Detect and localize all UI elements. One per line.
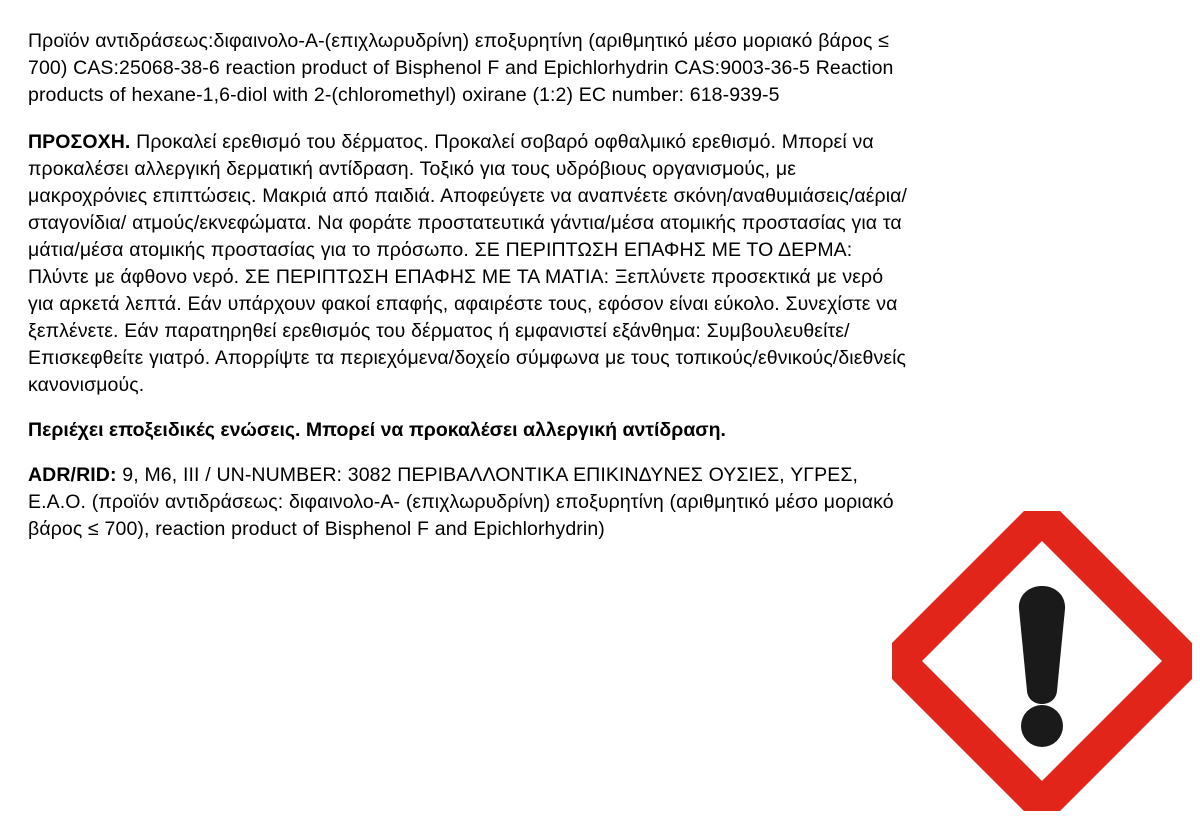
exclamation-mark-icon: [892, 511, 1192, 811]
hazard-statements-text: Προκαλεί ερεθισμό του δέρματος. Προκαλεί σοβαρό οφθαλμικό ερεθισμό. Μπορεί να προκαλέσει αλλεργική δερματική αντίδραση. Τοξικό για τους υδρόβιους οργανισμούς, με μακροχρόνιες επιπτώσεις. Μακριά από παιδιά. Αποφεύγετε να αναπνέετε σκόνη/αναθυμιάσεις/αέρια/σταγονίδια/ ατμούς/εκνεφώματα. Να φοράτε προστατευτικά γάντια/μέσα ατομικής προστασίας για τα μάτια/μέσα ατομικής προστασίας για το πρόσωπο. ΣΕ ΠΕΡΙΠΤΩΣΗ ΕΠΑΦΗΣ ΜΕ ΤΟ ΔΕΡΜΑ: Πλύντε με άφθονο νερό. ΣΕ ΠΕΡΙΠΤΩΣΗ ΕΠΑΦΗΣ ΜΕ ΤΑ ΜΑΤΙΑ: Ξεπλύνετε προσεκτικά με νερό για αρκετά λεπτά. Εάν υπάρχουν φακοί επαφής, αφαιρέστε τους, εφόσον είναι εύκολο. Συνεχίστε να ξεπλένετε. Εάν παρατηρηθεί ερεθισμός του δέρματος ή εμφανιστεί εξάνθημα: Συμβουλευθείτε/Επισκεφθείτε γιατρό. Απορρίψτε τα περιεχόμενα/δοχείο σύμφωνα με τους τοπικούς/εθνικούς/διεθνείς κανονισμούς.: [28, 131, 908, 396]
hazard-statements-paragraph: [28, 129, 908, 399]
transport-information-paragraph: [28, 462, 908, 543]
product-identification-paragraph: Προϊόν αντιδράσεως:διφαινολο-Α-(επιχλωρυδρίνη) εποξυρητίνη (αριθμητικό μέσο μοριακό βάρος ≤ 700) CAS:25068-38-6 reaction product of Bisphenol F and Epichlorhydrin CAS:9003-36-5 Reaction products of hexane-1,6-diol with 2-(chloromethyl) oxirane (1:2) EC number: 618-939-5: [28, 30, 894, 106]
transport-label: ADR/RID:: [28, 464, 117, 486]
ghs-pictogram-container: [892, 511, 1192, 811]
signal-word: ΠΡΟΣΟΧΗ.: [28, 131, 131, 153]
supplemental-hazard-paragraph: Περιέχει εποξειδικές ενώσεις. Μπορεί να προκαλέσει αλλεργική αντίδραση.: [28, 419, 726, 441]
label-text-column: [28, 28, 908, 543]
transport-details-text: 9, M6, III / UN-NUMBER: 3082 ΠΕΡΙΒΑΛΛΟΝΤΙΚΑ ΕΠΙΚΙΝΔΥΝΕΣ ΟΥΣΙΕΣ, ΥΓΡΕΣ, Ε.Α.Ο. (προϊόν αντιδράσεως: διφαινολο-Α- (επιχλωρυδρίνη) εποξυρητίνη (αριθμητικό μέσο μοριακό βάρος ≤ 700), reaction product of Bisphenol F and Epichlorhydrin): [28, 464, 894, 540]
